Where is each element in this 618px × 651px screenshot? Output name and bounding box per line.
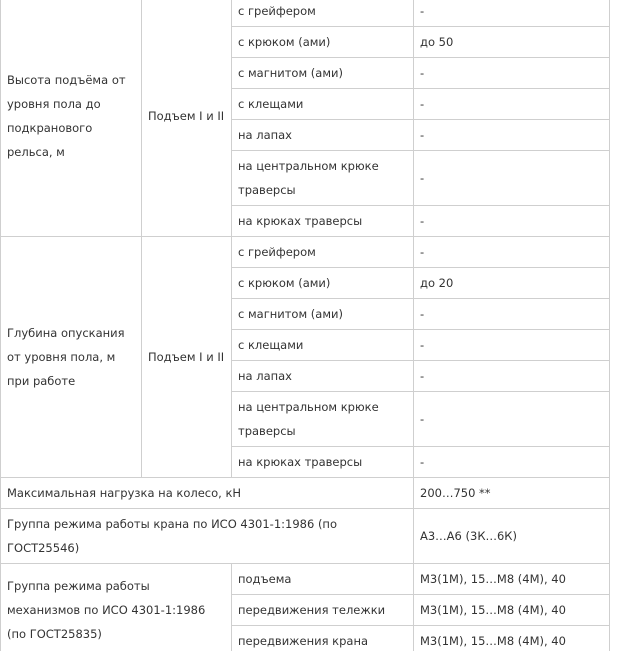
device-cell: с грейфером (232, 237, 414, 268)
value-cell: - (414, 299, 610, 330)
device-cell: с крюком (ами) (232, 27, 414, 58)
value-cell: - (414, 151, 610, 206)
device-cell: с крюком (ами) (232, 268, 414, 299)
mechanism-cell: передвижения крана (232, 626, 414, 651)
value-cell: 200…750 ** (414, 478, 610, 509)
value-cell: - (414, 237, 610, 268)
value-cell: - (414, 361, 610, 392)
value-cell: М3(1М), 15…М8 (4М), 40 (414, 564, 610, 595)
value-cell: - (414, 392, 610, 447)
value-cell: до 20 (414, 268, 610, 299)
value-cell: - (414, 0, 610, 27)
value-cell: М3(1М), 15…М8 (4М), 40 (414, 595, 610, 626)
table-row (1, 509, 610, 564)
lift-label: Подъем I и II (142, 237, 232, 478)
table-row (1, 237, 610, 268)
value-cell: - (414, 206, 610, 237)
device-cell: с клещами (232, 330, 414, 361)
table-row (1, 478, 610, 509)
value-cell: - (414, 89, 610, 120)
value-cell: М3(1М), 15…М8 (4М), 40 (414, 626, 610, 651)
device-cell: на крюках траверсы (232, 447, 414, 478)
value-cell: - (414, 447, 610, 478)
value-cell: - (414, 58, 610, 89)
table-row (1, 564, 610, 595)
table-row (1, 0, 610, 27)
mechanism-cell: подъема (232, 564, 414, 595)
value-cell: до 50 (414, 27, 610, 58)
mechanism-cell: передвижения тележки (232, 595, 414, 626)
value-cell: А3…А6 (3К…6К) (414, 509, 610, 564)
value-cell: - (414, 120, 610, 151)
param-label: Группа режима работы механизмов по ИСО 4301-1:1986 (по ГОСТ25835) (1, 564, 232, 651)
param-label: Максимальная нагрузка на колесо, кН (1, 478, 414, 509)
device-cell: с магнитом (ами) (232, 299, 414, 330)
device-cell: на центральном крюке траверсы (232, 392, 414, 447)
device-cell: на лапах (232, 120, 414, 151)
param-label: Группа режима работы крана по ИСО 4301-1:1986 (по ГОСТ25546) (1, 509, 414, 564)
device-cell: с клещами (232, 89, 414, 120)
param-label: Глубина опускания от уровня пола, м при работе (1, 237, 142, 478)
param-label: Высота подъёма от уровня пола до подкранового рельса, м (1, 0, 142, 237)
device-cell: на лапах (232, 361, 414, 392)
device-cell: с магнитом (ами) (232, 58, 414, 89)
lift-label: Подъем I и II (142, 0, 232, 237)
value-cell: - (414, 330, 610, 361)
device-cell: на центральном крюке траверсы (232, 151, 414, 206)
device-cell: с грейфером (232, 0, 414, 27)
device-cell: на крюках траверсы (232, 206, 414, 237)
